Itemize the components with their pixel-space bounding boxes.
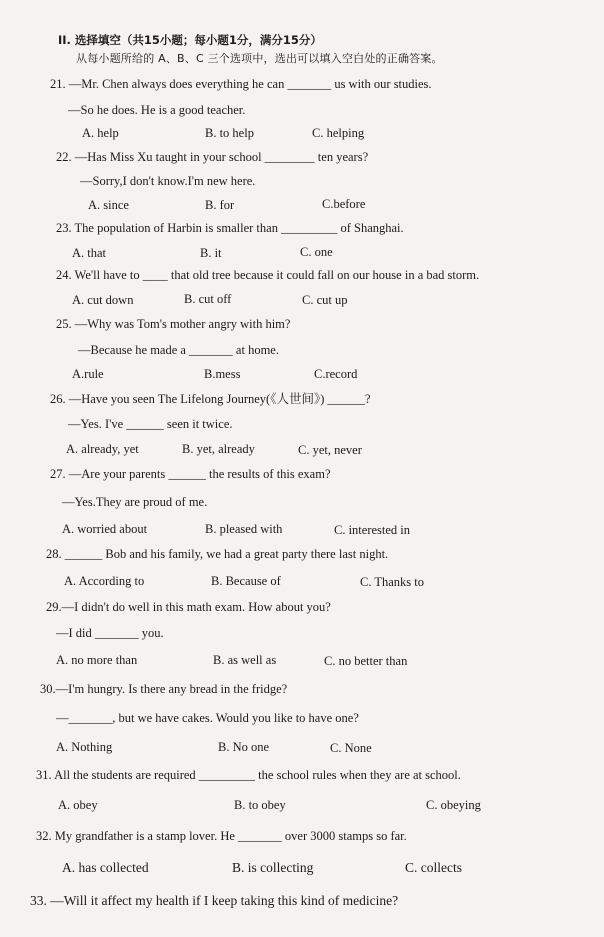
question-27-response: —Yes.They are proud of me.	[62, 495, 208, 509]
question-number: 26.	[50, 392, 66, 406]
question-25-stem	[56, 316, 290, 332]
question-24-option-b[interactable]: B. cut off	[184, 292, 232, 306]
question-line: My grandfather is a stamp lover. He _______ over 3000 stamps so far.	[54, 829, 407, 843]
question-29-option-b[interactable]: B. as well as	[213, 653, 277, 667]
question-21-option-c[interactable]: C. helping	[312, 126, 365, 140]
question-number: 31.	[36, 768, 52, 782]
question-line: —I didn't do well in this math exam. How about you?	[61, 600, 331, 614]
question-29-option-a[interactable]: A. no more than	[56, 653, 138, 667]
question-32-stem	[36, 828, 407, 844]
question-23-stem	[56, 220, 404, 236]
question-33-stem	[30, 893, 398, 909]
question-23-option-c[interactable]: C. one	[300, 245, 333, 259]
question-22-option-b[interactable]: B. for	[205, 198, 235, 212]
question-31-option-a[interactable]: A. obey	[58, 798, 98, 812]
question-30-stem	[40, 681, 287, 697]
question-24-option-c[interactable]: C. cut up	[302, 293, 348, 307]
question-31-option-b[interactable]: B. to obey	[234, 798, 286, 812]
question-line: All the students are required _________ the school rules when they are at school.	[54, 768, 461, 782]
question-number: 25.	[56, 317, 72, 331]
question-line: —Has Miss Xu taught in your school ________ ten years?	[74, 150, 369, 164]
question-number: 27.	[50, 467, 66, 481]
question-22-response: —Sorry,I don't know.I'm new here.	[80, 174, 256, 188]
section-header: II. 选择填空（共15小题；每小题1分，满分15分）	[58, 33, 322, 47]
question-28-option-b[interactable]: B. Because of	[211, 574, 281, 588]
question-32-option-c[interactable]: C. collects	[405, 860, 462, 875]
question-25-option-b[interactable]: B.mess	[204, 367, 241, 381]
question-number: 21.	[50, 77, 66, 91]
question-29-option-c[interactable]: C. no better than	[324, 654, 408, 668]
question-number: 33.	[30, 893, 47, 908]
question-30-option-a[interactable]: A. Nothing	[56, 740, 113, 754]
question-line: —Why was Tom's mother angry with him?	[74, 317, 291, 331]
question-number: 23.	[56, 221, 72, 235]
question-32-option-a[interactable]: A. has collected	[62, 860, 149, 875]
question-23-option-b[interactable]: B. it	[200, 246, 222, 260]
question-27-option-b[interactable]: B. pleased with	[205, 522, 283, 536]
question-28-option-a[interactable]: A. According to	[64, 574, 145, 588]
question-27-stem	[50, 466, 331, 482]
question-30-option-b[interactable]: B. No one	[218, 740, 270, 754]
question-21-stem	[50, 76, 432, 92]
question-number: 28.	[46, 547, 62, 561]
question-25-response: —Because he made a _______ at home.	[78, 343, 279, 357]
question-line: We'll have to ____ that old tree because it could fall on our house in a bad storm.	[74, 268, 480, 282]
question-26-option-c[interactable]: C. yet, never	[298, 443, 362, 457]
question-line: The population of Harbin is smaller than _________ of Shanghai.	[74, 221, 404, 235]
question-line: —Mr. Chen always does everything he can _______ us with our studies.	[68, 77, 432, 91]
question-27-option-a[interactable]: A. worried about	[62, 522, 148, 536]
question-number: 30.	[40, 682, 56, 696]
question-line: —Have you seen The Lifelong Journey(《人世间》) ______?	[68, 392, 371, 406]
question-line: —Will it affect my health if I keep taking this kind of medicine?	[50, 893, 399, 908]
question-26-response: —Yes. I've ______ seen it twice.	[68, 417, 233, 431]
question-line: —Are your parents ______ the results of this exam?	[68, 467, 331, 481]
question-number: 24.	[56, 268, 72, 282]
question-22-stem	[56, 149, 368, 165]
question-26-stem	[50, 391, 371, 407]
question-21-response: —So he does. He is a good teacher.	[68, 103, 246, 117]
question-23-option-a[interactable]: A. that	[72, 246, 107, 260]
question-28-stem	[46, 546, 388, 562]
question-30-option-c[interactable]: C. None	[330, 741, 372, 755]
question-29-response: —I did _______ you.	[56, 626, 164, 640]
question-26-option-a[interactable]: A. already, yet	[66, 442, 139, 456]
question-24-stem	[56, 267, 479, 283]
question-25-option-a[interactable]: A.rule	[72, 367, 104, 381]
section-instruction: 从每小题所给的 A、B、C 三个选项中，选出可以填入空白处的正确答案。	[76, 52, 443, 65]
question-31-option-c[interactable]: C. obeying	[426, 798, 481, 812]
question-22-option-c[interactable]: C.before	[322, 197, 366, 211]
question-number: 32.	[36, 829, 52, 843]
question-21-option-a[interactable]: A. help	[82, 126, 119, 140]
question-26-option-b[interactable]: B. yet, already	[182, 442, 255, 456]
question-24-option-a[interactable]: A. cut down	[72, 293, 134, 307]
question-number: 22.	[56, 150, 72, 164]
question-29-stem	[46, 599, 331, 615]
question-28-option-c[interactable]: C. Thanks to	[360, 575, 425, 589]
question-27-option-c[interactable]: C. interested in	[334, 523, 411, 537]
question-22-option-a[interactable]: A. since	[88, 198, 129, 212]
question-25-option-c[interactable]: C.record	[314, 367, 358, 381]
question-number: 29.	[46, 600, 62, 614]
question-30-response: —_______, but we have cakes. Would you like to have one?	[56, 711, 359, 725]
question-line: ______ Bob and his family, we had a great party there last night.	[64, 547, 389, 561]
question-21-option-b[interactable]: B. to help	[205, 126, 254, 140]
question-line: —I'm hungry. Is there any bread in the fridge?	[55, 682, 288, 696]
question-31-stem	[36, 767, 461, 783]
question-32-option-b[interactable]: B. is collecting	[232, 860, 314, 875]
